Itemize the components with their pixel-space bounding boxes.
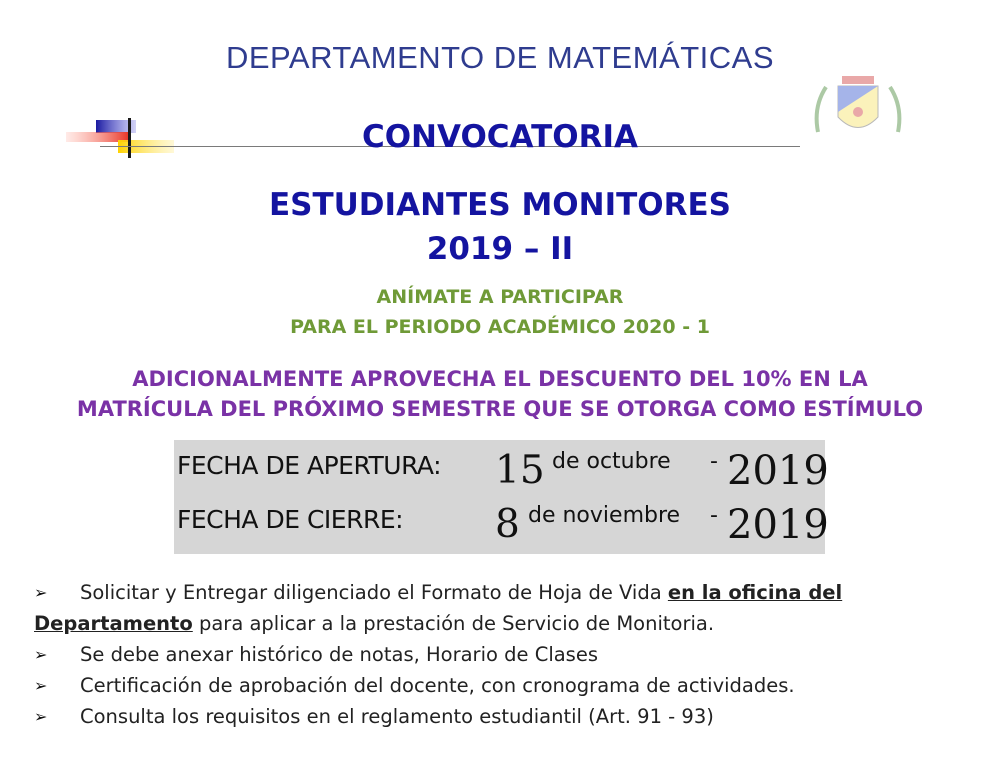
arrow-bullet-icon: ➢ xyxy=(34,676,48,695)
list-item-text: Solicitar y Entregar diligenciado el Formato de Hoja de Vida xyxy=(80,581,668,604)
dates-box xyxy=(174,440,829,554)
closing-month: de noviembre xyxy=(528,503,681,528)
department-heading: DEPARTAMENTO DE MATEMÁTICAS xyxy=(225,40,775,75)
office-emphasis: en la oficina del xyxy=(667,581,843,604)
opening-day: 15 xyxy=(495,448,545,493)
subtitle-animate: ANÍMATE A PARTICIPAR xyxy=(376,286,624,308)
title-period: 2019 – II xyxy=(426,231,574,267)
promo-line-2: MATRÍCULA DEL PRÓXIMO SEMESTRE QUE SE OTORGA COMO ESTÍMULO xyxy=(76,397,924,421)
subtitle-academic-period: PARA EL PERIODO ACADÉMICO 2020 - 1 xyxy=(290,316,710,338)
title-estudiantes-monitores: ESTUDIANTES MONITORES xyxy=(268,187,732,223)
opening-month: de octubre xyxy=(552,449,671,474)
opening-date-label: FECHA DE APERTURA: xyxy=(177,451,442,480)
list-item-text: Se debe anexar histórico de notas, Horario de Clases xyxy=(80,643,598,666)
list-item-text: Certificación de aprobación del docente, con cronograma de actividades. xyxy=(80,674,795,697)
list-item xyxy=(34,670,974,701)
list-item-text: para aplicar a la prestación de Servicio de Monitoria. xyxy=(192,612,715,635)
opening-dash: - xyxy=(710,449,718,474)
title-convocatoria: CONVOCATORIA xyxy=(361,119,639,155)
requirements-list xyxy=(34,577,974,732)
list-item-text: Consulta los requisitos en el reglamento estudiantil (Art. 91 - 93) xyxy=(80,705,714,728)
list-item xyxy=(34,701,974,732)
closing-day: 8 xyxy=(495,502,520,547)
closing-date-label: FECHA DE CIERRE: xyxy=(177,505,404,534)
arrow-bullet-icon: ➢ xyxy=(34,645,48,664)
list-item-continuation xyxy=(34,608,974,639)
promo-line-1: ADICIONALMENTE APROVECHA EL DESCUENTO DEL 10% EN LA xyxy=(132,367,868,391)
arrow-bullet-icon: ➢ xyxy=(34,707,48,726)
list-item xyxy=(34,639,974,670)
department-emphasis: Departamento xyxy=(34,612,193,635)
closing-dash: - xyxy=(710,503,718,528)
title-block xyxy=(0,183,1000,271)
list-item xyxy=(34,577,974,608)
arrow-bullet-icon: ➢ xyxy=(34,583,48,602)
opening-year: 2019 xyxy=(727,448,829,494)
closing-year: 2019 xyxy=(727,502,829,548)
